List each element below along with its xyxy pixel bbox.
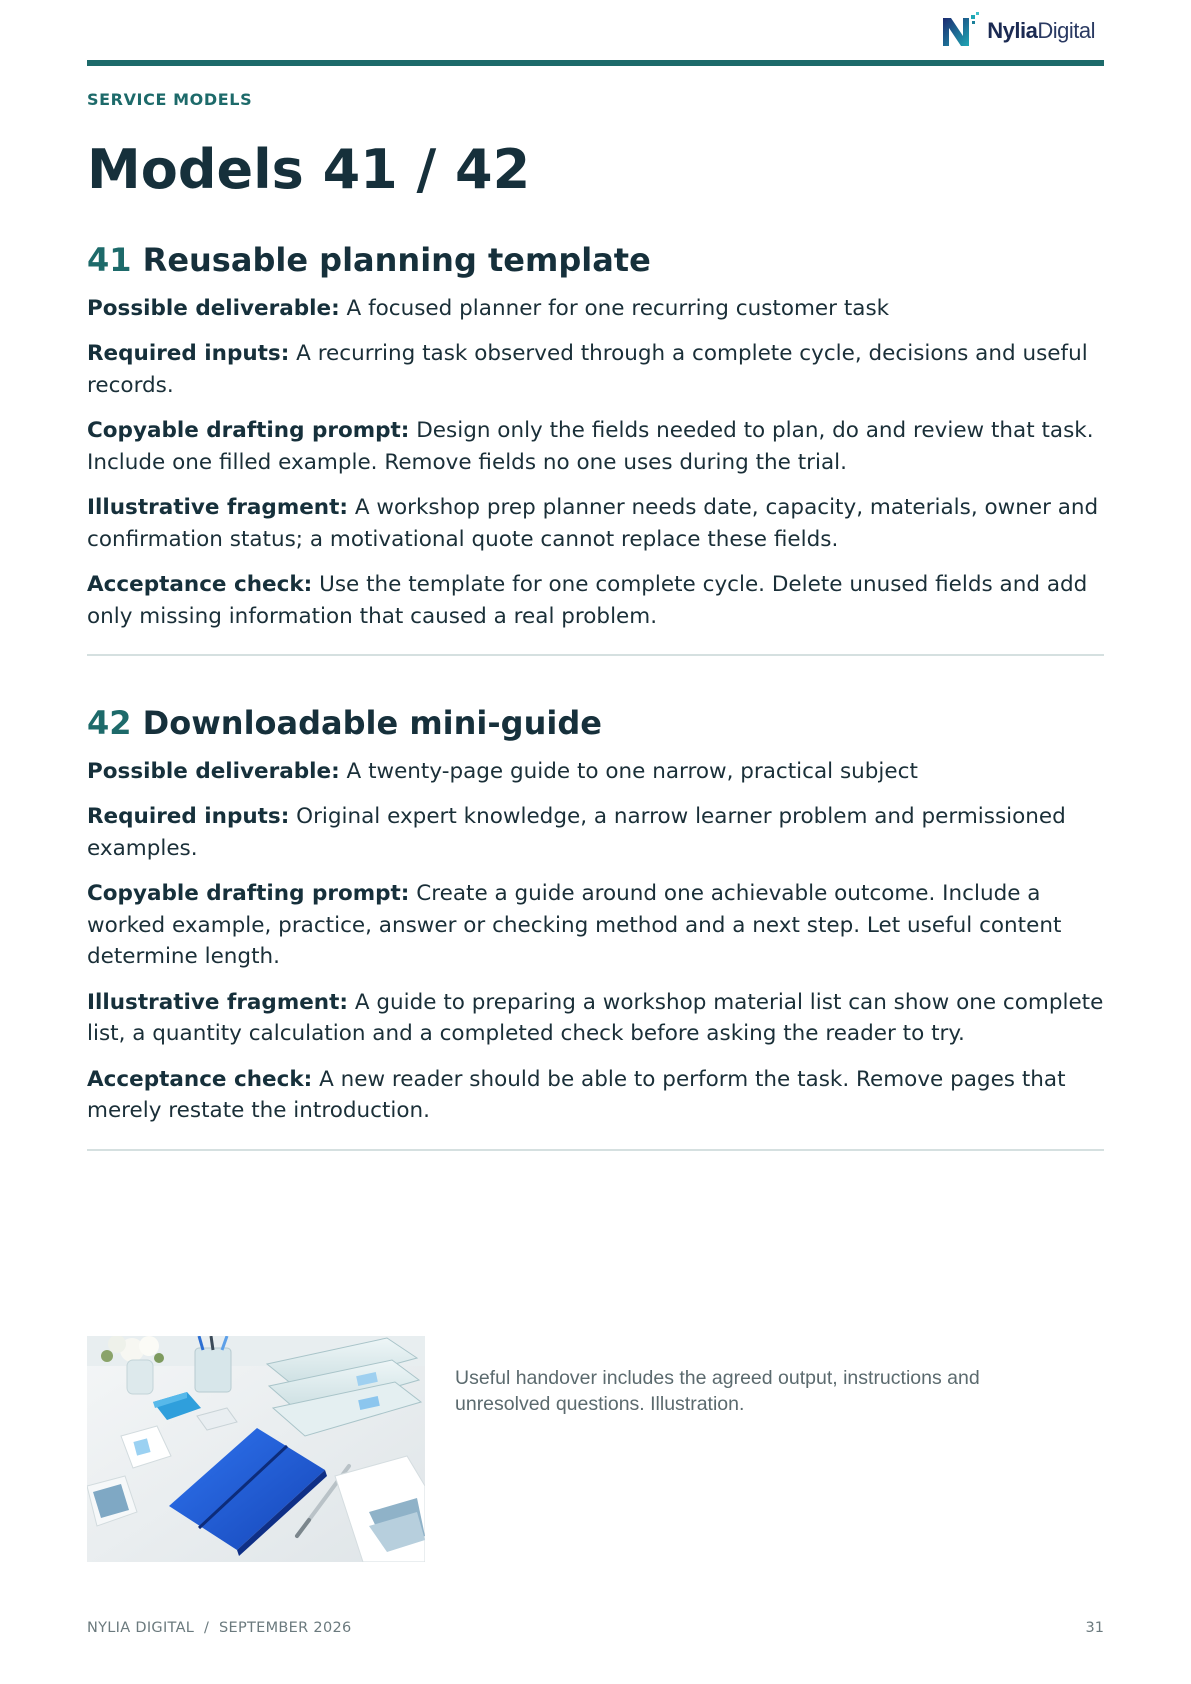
field-text: A workshop prep planner needs date, capacity, materials, owner and confirmation status; a motivational quote cannot replace these fields.	[87, 495, 1099, 552]
field-required-inputs	[87, 801, 1104, 864]
field-illustrative-fragment	[87, 987, 1104, 1050]
section-divider	[87, 654, 1104, 656]
page-title: Models 41 / 42	[87, 138, 531, 201]
field-label: Copyable drafting prompt:	[87, 418, 410, 444]
field-possible-deliverable	[87, 293, 1104, 325]
field-acceptance-check	[87, 569, 1104, 632]
brand-name-strong: Nylia	[987, 18, 1038, 43]
field-text: A guide to preparing a workshop material list can show one complete list, a quantity calculation and a completed check before asking the reader to try.	[87, 989, 1104, 1047]
field-illustrative-fragment	[87, 492, 1104, 555]
desk-scene-image	[87, 1336, 425, 1562]
section-title: Downloadable mini-guide	[142, 704, 602, 742]
field-text: Design only the fields needed to plan, do and review that task. Include one filled example. Remove fields no one uses during the trial.	[87, 418, 1094, 475]
field-text: A twenty-page guide to one narrow, practical subject	[339, 758, 918, 784]
section-heading	[87, 705, 1104, 742]
page-number: 31	[1085, 1620, 1104, 1636]
header-rule	[87, 60, 1104, 66]
field-label: Copyable drafting prompt:	[87, 881, 410, 907]
field-text: Create a guide around one achievable outcome. Include a worked example, practice, answer or checking method and a next step. Let useful content determine length.	[87, 881, 1062, 970]
field-text: A focused planner for one recurring customer task	[339, 295, 890, 321]
brand-logo	[941, 12, 1095, 50]
field-drafting-prompt	[87, 878, 1104, 973]
field-required-inputs	[87, 338, 1104, 401]
section-kicker: SERVICE MODELS	[87, 90, 253, 109]
field-text: A recurring task observed through a complete cycle, decisions and useful records.	[87, 341, 1088, 398]
footer-publication: NYLIA DIGITAL / SEPTEMBER 2026	[87, 1620, 352, 1636]
field-label: Acceptance check:	[87, 572, 313, 598]
nylia-logo-icon	[941, 12, 981, 50]
figure-caption: Useful handover includes the agreed output, instructions and unresolved questions. Illustration.	[455, 1367, 980, 1415]
model-section-42	[87, 705, 1104, 1151]
section-title: Reusable planning template	[142, 241, 651, 279]
field-text: Use the template for one complete cycle. Delete unused fields and add only missing information that caused a real problem.	[87, 572, 1088, 629]
field-label: Possible deliverable:	[87, 295, 340, 321]
field-acceptance-check	[87, 1064, 1104, 1127]
field-label: Illustrative fragment:	[87, 495, 348, 521]
field-label: Required inputs:	[87, 804, 290, 830]
section-number: 42	[87, 704, 132, 742]
section-number: 41	[87, 241, 132, 279]
field-label: Required inputs:	[87, 341, 290, 367]
section-divider	[87, 1149, 1104, 1151]
field-label: Possible deliverable:	[87, 758, 340, 784]
section-heading	[87, 242, 1104, 279]
field-possible-deliverable	[87, 756, 1104, 788]
brand-wordmark	[987, 18, 1095, 44]
desk-illustration	[87, 1336, 425, 1562]
field-label: Acceptance check:	[87, 1066, 313, 1092]
field-text: A new reader should be able to perform the task. Remove pages that merely restate the introduction.	[87, 1066, 1066, 1124]
brand-name-light: Digital	[1037, 18, 1095, 43]
field-label: Illustrative fragment:	[87, 989, 348, 1015]
field-drafting-prompt	[87, 415, 1104, 478]
model-section-41	[87, 242, 1104, 656]
field-text: Original expert knowledge, a narrow learner problem and permissioned examples.	[87, 804, 1066, 861]
